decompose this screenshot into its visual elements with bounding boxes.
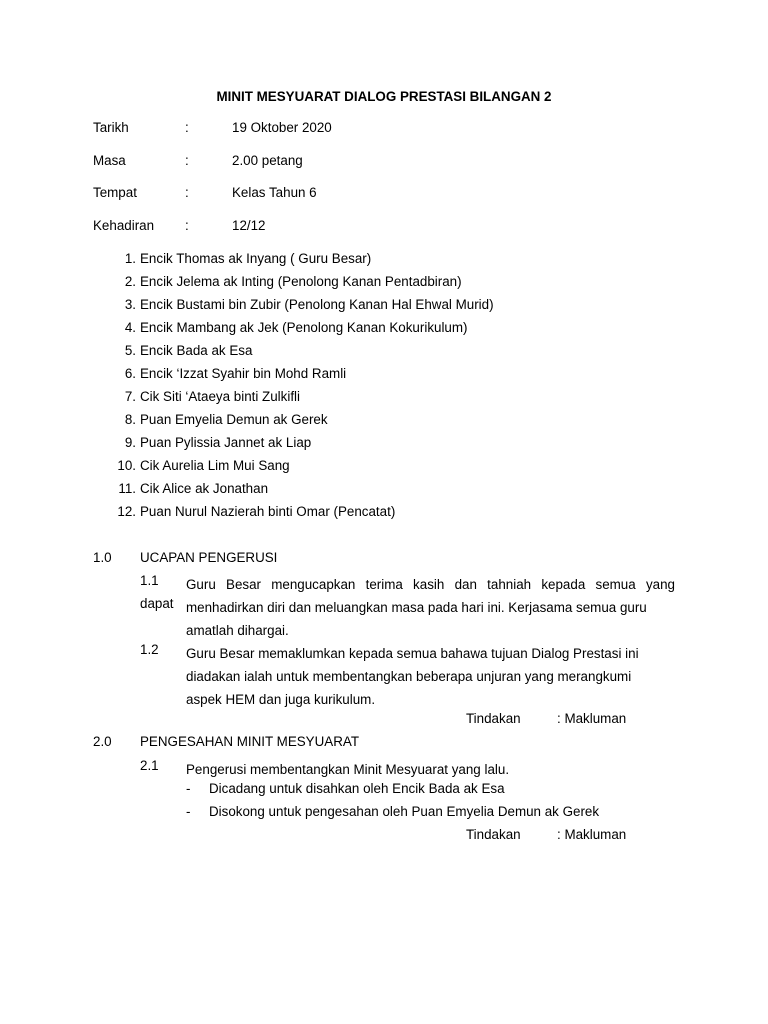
list-item: Puan Pylissia Jannet ak Liap xyxy=(140,435,312,450)
item-text-line: aspek HEM dan juga kurikulum. xyxy=(186,692,376,707)
list-item-number: 7. xyxy=(124,389,136,404)
list-item: Puan Nurul Nazierah binti Omar (Pencatat) xyxy=(140,504,396,519)
info-value-time: 2.00 petang xyxy=(232,153,303,168)
bullet-text: Dicadang untuk disahkan oleh Encik Bada ak Esa xyxy=(209,781,505,796)
info-value-place: Kelas Tahun 6 xyxy=(232,185,317,200)
list-item: Encik Bada ak Esa xyxy=(140,343,253,358)
item-text-line: Pengerusi membentangkan Minit Mesyuarat yang lalu. xyxy=(186,762,510,777)
list-item-number: 4. xyxy=(124,320,136,335)
section-number: 1.0 xyxy=(93,550,112,565)
item-text-line: Guru Besar memaklumkan kepada semua bahawa tujuan Dialog Prestasi ini xyxy=(186,646,639,661)
list-item: Puan Emyelia Demun ak Gerek xyxy=(140,412,328,427)
item-text-line: Guru Besar mengucapkan terima kasih dan tahniah kepada semua yang xyxy=(186,577,675,592)
item-text-line: menhadirkan diri dan meluangkan masa pada hari ini. Kerjasama semua guru xyxy=(186,600,647,615)
list-item: Encik Thomas ak Inyang ( Guru Besar) xyxy=(140,251,372,266)
action-value: : Makluman xyxy=(557,827,627,842)
list-item: Cik Siti ‘Ataeya binti Zulkifli xyxy=(140,389,300,404)
item-text-line: amatlah dihargai. xyxy=(186,623,289,638)
bullet-dash: - xyxy=(186,781,191,796)
section-title: PENGESAHAN MINIT MESYUARAT xyxy=(140,734,359,749)
list-item: Encik Jelema ak Inting (Penolong Kanan Pentadbiran) xyxy=(140,274,462,289)
section-number: 2.0 xyxy=(93,734,112,749)
item-text-line: diadakan ialah untuk membentangkan beberapa unjuran yang merangkumi xyxy=(186,669,632,684)
item-number: 1.2 xyxy=(140,642,159,657)
info-separator: : xyxy=(185,185,189,200)
list-item-number: 6. xyxy=(124,366,136,381)
action-label: Tindakan xyxy=(466,711,521,726)
section-title: UCAPAN PENGERUSI xyxy=(140,550,278,565)
list-item-number: 8. xyxy=(124,412,136,427)
info-label-attendance: Kehadiran xyxy=(93,218,155,233)
info-separator: : xyxy=(185,120,189,135)
bullet-dash: - xyxy=(186,804,191,819)
list-item: Cik Aurelia Lim Mui Sang xyxy=(140,458,290,473)
list-item-number: 3. xyxy=(124,297,136,312)
list-item-number: 11. xyxy=(118,481,136,496)
list-item: Cik Alice ak Jonathan xyxy=(140,481,269,496)
list-item: Encik Mambang ak Jek (Penolong Kanan Kokurikulum) xyxy=(140,320,468,335)
list-item: Encik ‘Izzat Syahir bin Mohd Ramli xyxy=(140,366,347,381)
info-separator: : xyxy=(185,218,189,233)
action-value: : Makluman xyxy=(557,711,627,726)
info-value-date: 19 Oktober 2020 xyxy=(232,120,332,135)
item-number: 2.1 xyxy=(140,758,159,773)
info-label-date: Tarikh xyxy=(93,120,129,135)
info-value-attendance: 12/12 xyxy=(232,218,266,233)
action-label: Tindakan xyxy=(466,827,521,842)
list-item-number: 9. xyxy=(124,435,136,450)
document-title: MINIT MESYUARAT DIALOG PRESTASI BILANGAN 2 xyxy=(216,89,552,104)
list-item-number: 1. xyxy=(124,251,136,266)
item-text-wrap-word: dapat xyxy=(140,596,174,611)
list-item-number: 12. xyxy=(117,504,136,519)
info-separator: : xyxy=(185,153,189,168)
info-label-time: Masa xyxy=(93,153,126,168)
item-number: 1.1 xyxy=(140,573,159,588)
list-item-number: 10. xyxy=(117,458,136,473)
list-item-number: 5. xyxy=(124,343,136,358)
list-item: Encik Bustami bin Zubir (Penolong Kanan Hal Ehwal Murid) xyxy=(140,297,494,312)
list-item-number: 2. xyxy=(124,274,136,289)
info-label-place: Tempat xyxy=(93,185,137,200)
bullet-text: Disokong untuk pengesahan oleh Puan Emyelia Demun ak Gerek xyxy=(209,804,600,819)
